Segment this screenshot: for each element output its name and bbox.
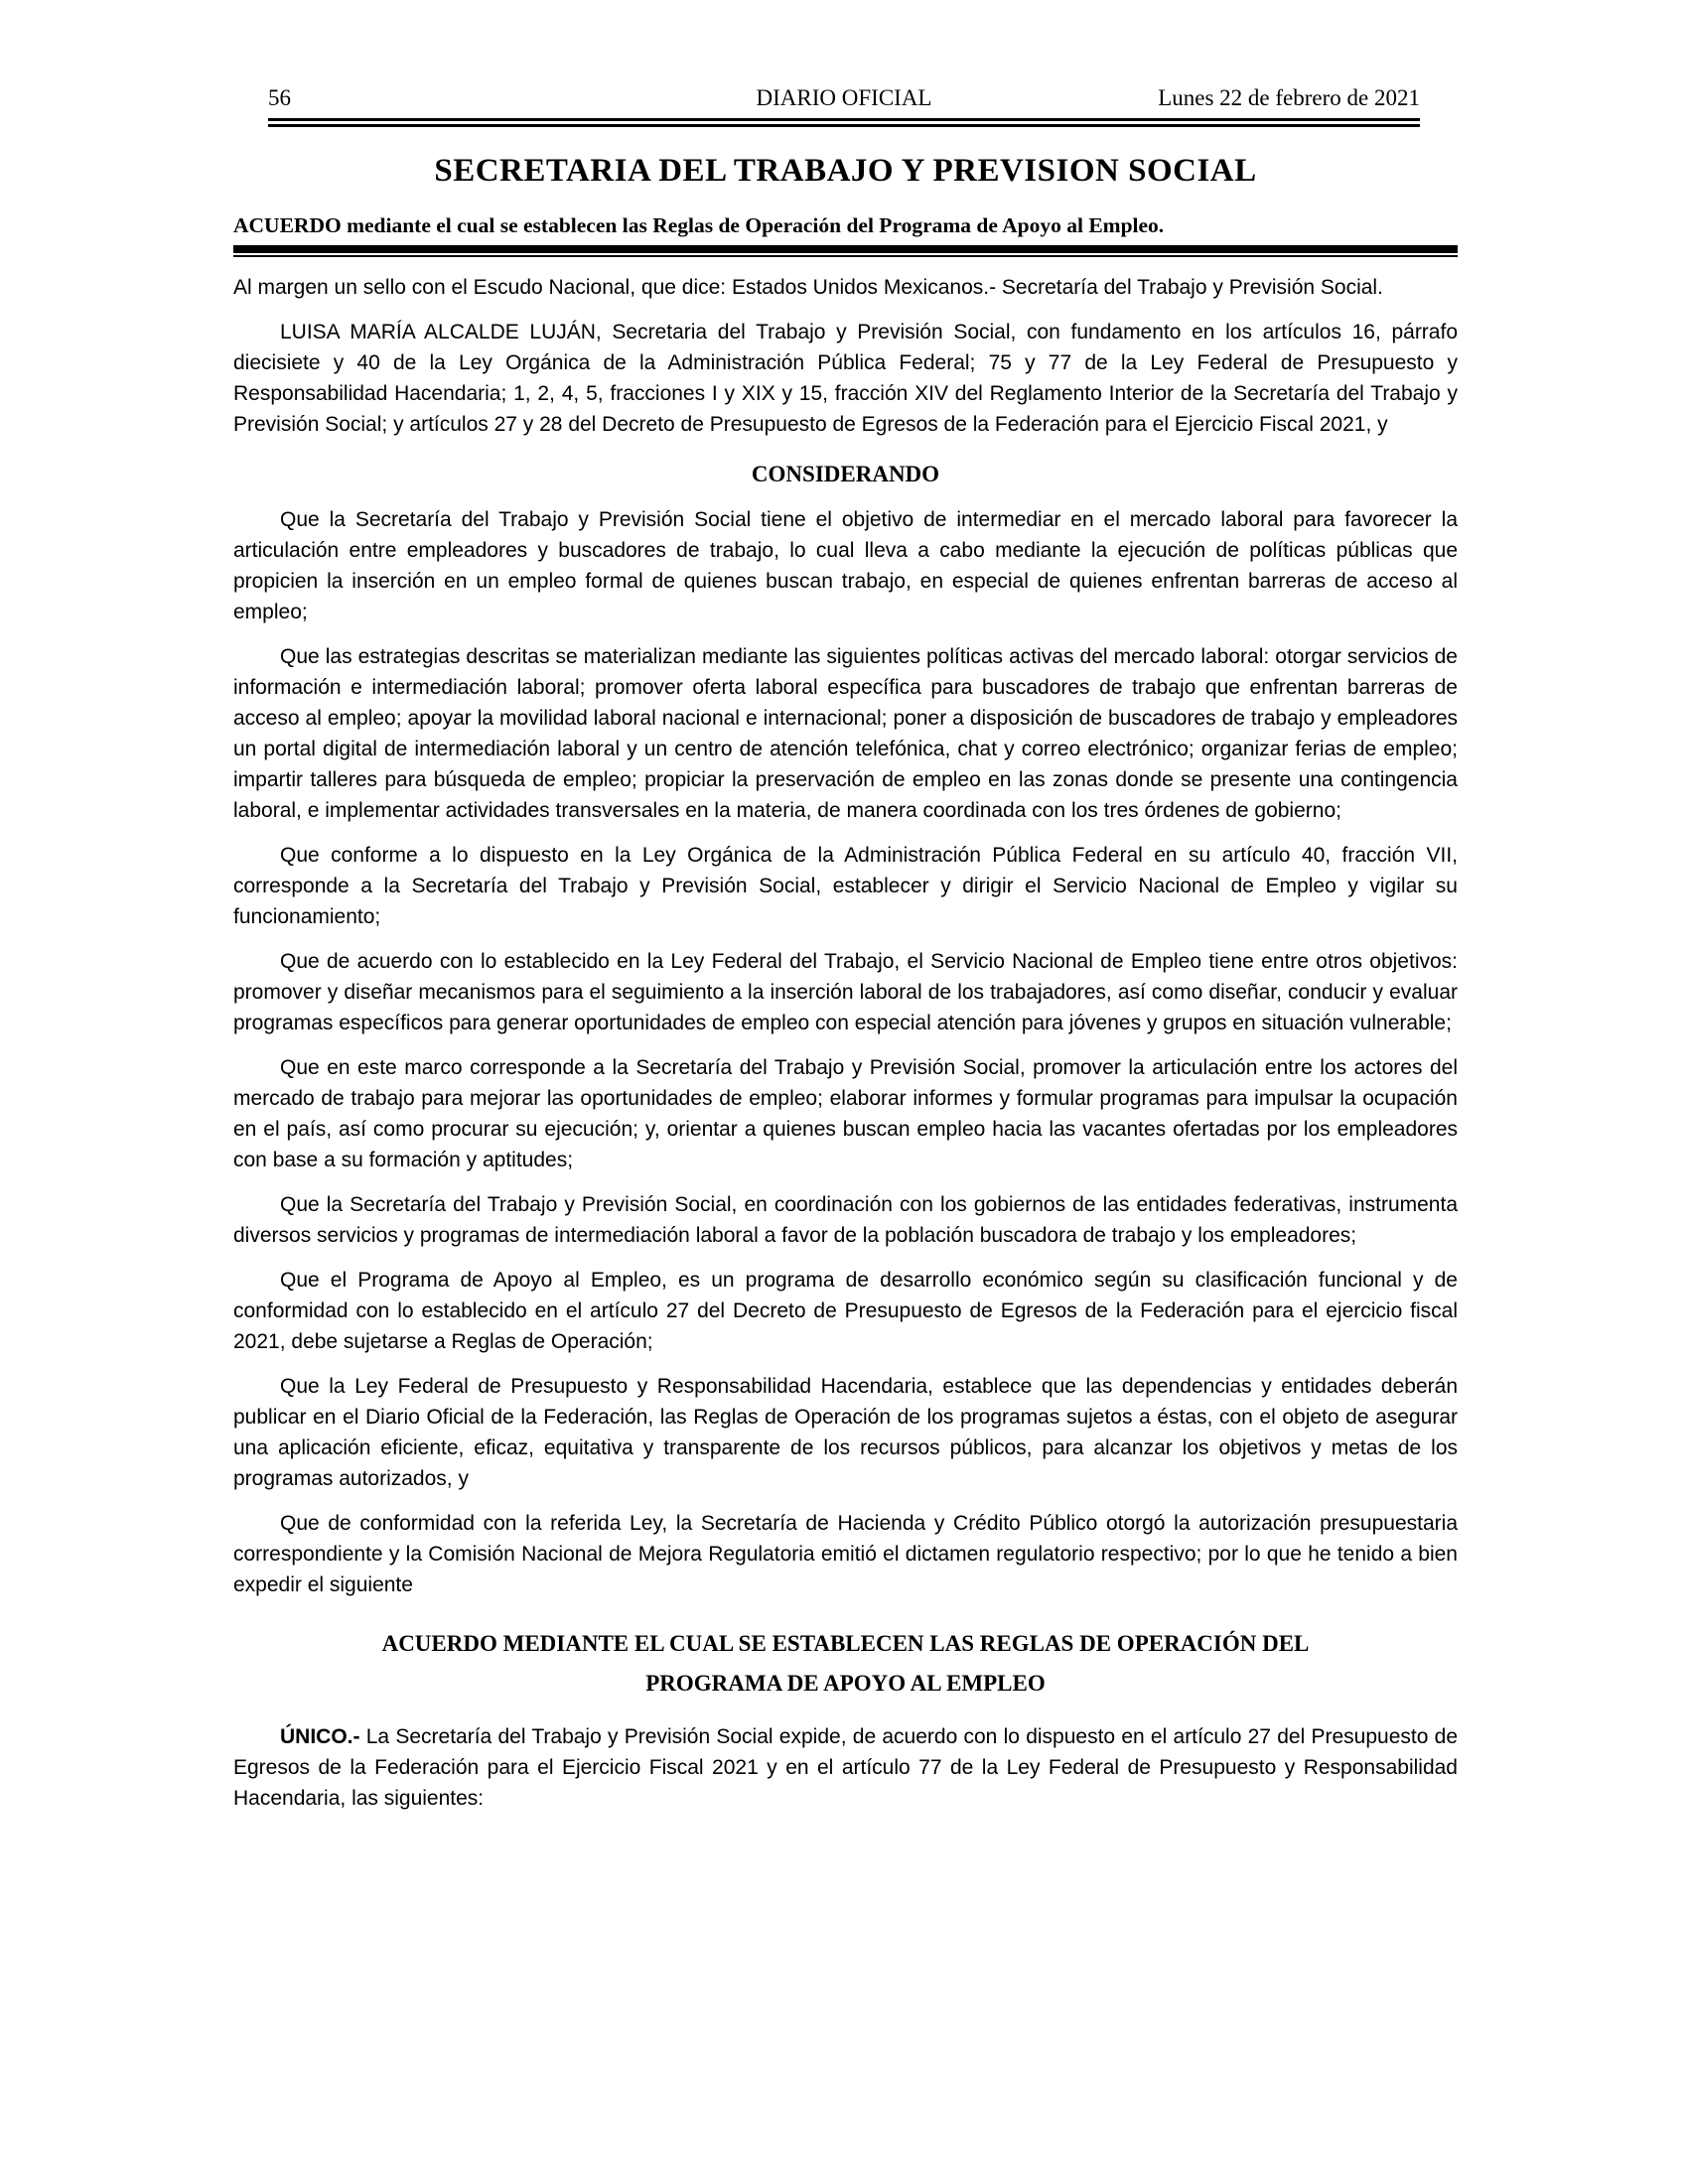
considerando-paragraph-5: Que en este marco corresponde a la Secretaría del Trabajo y Previsión Social, promover la articulación entre los actores del mercado de trabajo para mejorar las oportunidades de empleo; elaborar informes y formular programas para impulsar la ocupación en el país, así como procurar su ejecución; y, orientar a quienes buscan empleo hacia las vacantes ofertadas por los empleadores con base a su formación y aptitudes; [233,1056,1458,1171]
section-title: SECRETARIA DEL TRABAJO Y PREVISION SOCIAL [434,153,1257,189]
considerando-paragraph-9: Que de conformidad con la referida Ley, la Secretaría de Hacienda y Crédito Público otorgó la autorización presupuestaria correspondiente y la Comisión Nacional de Mejora Regulatoria emitió el dictamen regulatorio respectivo; por lo que he tenido a bien expedir el siguiente [233,1512,1458,1596]
acuerdo-heading [233,1624,1458,1704]
page-number: 56 [268,85,291,110]
document-body [233,272,1458,1814]
subject-divider-rule [233,245,1458,257]
acuerdo-heading-line-1: ACUERDO MEDIANTE EL CUAL SE ESTABLECEN LAS REGLAS DE OPERACIÓN DEL [381,1631,1310,1656]
considerando-paragraph-3: Que conforme a lo dispuesto en la Ley Orgánica de la Administración Pública Federal en su artículo 40, fracción VII, corresponde a la Secretaría del Trabajo y Previsión Social, establecer y dirigir el Servicio Nacional de Empleo y vigilar su funcionamiento; [233,844,1458,928]
considerando-heading: CONSIDERANDO [751,462,940,486]
unico-label: ÚNICO.- [280,1725,360,1748]
acuerdo-heading-line-2: PROGRAMA DE APOYO AL EMPLEO [645,1671,1046,1696]
document-subject: ACUERDO mediante el cual se establecen las Reglas de Operación del Programa de Apoyo al Empleo. [233,213,1165,237]
unico-text: La Secretaría del Trabajo y Previsión Social expide, de acuerdo con lo dispuesto en el artículo 27 del Presupuesto de Egresos de la Federación para el Ejercicio Fiscal 2021 y en el artículo 77 de la Ley Federal de Presupuesto y Responsabilidad Hacendaria, las siguientes: [233,1725,1458,1810]
considerando-paragraph-2: Que las estrategias descritas se materializan mediante las siguientes políticas activas del mercado laboral: otorgar servicios de información e intermediación laboral; promover oferta laboral específica para buscadores de trabajo que enfrentan barreras de acceso al empleo; apoyar la movilidad laboral nacional e internacional; poner a disposición de buscadores de trabajo y empleadores un portal digital de intermediación laboral y un centro de atención telefónica, chat y correo electrónico; organizar ferias de empleo; impartir talleres para búsqueda de empleo; propiciar la preservación de empleo en las zonas donde se presente una contingencia laboral, e implementar actividades transversales en la materia, de manera coordinada con los tres órdenes de gobierno; [233,645,1458,822]
considerando-paragraph-4: Que de acuerdo con lo establecido en la Ley Federal del Trabajo, el Servicio Nacional de Empleo tiene entre otros objetivos: promover y diseñar mecanismos para el seguimiento a la inserción laboral de los trabajadores, así como diseñar, conducir y evaluar programas específicos para generar oportunidades de empleo con especial atención para jóvenes y grupos en situación vulnerable; [233,950,1458,1034]
issue-date: Lunes 22 de febrero de 2021 [1158,85,1420,110]
intro-paragraph: LUISA MARÍA ALCALDE LUJÁN, Secretaria del Trabajo y Previsión Social, con fundamento en los artículos 16, párrafo diecisiete y 40 de la Ley Orgánica de la Administración Pública Federal; 75 y 77 de la Ley Federal de Presupuesto y Responsabilidad Hacendaria; 1, 2, 4, 5, fracciones I y XIX y 15, fracción XIV del Reglamento Interior de la Secretaría del Trabajo y Previsión Social; y artículos 27 y 28 del Decreto de Presupuesto de Egresos de la Federación para el Ejercicio Fiscal 2021, y [233,321,1458,436]
header-double-rule [268,118,1420,127]
considerando-paragraph-1: Que la Secretaría del Trabajo y Previsión Social tiene el objetivo de intermediar en el mercado laboral para favorecer la articulación entre empleadores y buscadores de trabajo, lo cual lleva a cabo mediante la ejecución de políticas públicas que propicien la inserción en un empleo formal de quienes buscan trabajo, en especial de quienes enfrentan barreras de acceso al empleo; [233,508,1458,623]
journal-name: DIARIO OFICIAL [756,85,932,110]
page-header [268,85,1420,111]
considerando-paragraph-6: Que la Secretaría del Trabajo y Previsión Social, en coordinación con los gobiernos de las entidades federativas, instrumenta diversos servicios y programas de intermediación laboral a favor de la población buscadora de trabajo y los empleadores; [233,1193,1458,1247]
margin-notice: Al margen un sello con el Escudo Nacional, que dice: Estados Unidos Mexicanos.- Secretaría del Trabajo y Previsión Social. [233,276,1383,299]
considerando-paragraph-7: Que el Programa de Apoyo al Empleo, es un programa de desarrollo económico según su clasificación funcional y de conformidad con lo establecido en el artículo 27 del Decreto de Presupuesto de Egresos de la Federación para el ejercicio fiscal 2021, debe sujetarse a Reglas de Operación; [233,1269,1458,1353]
considerando-paragraph-8: Que la Ley Federal de Presupuesto y Responsabilidad Hacendaria, establece que las dependencias y entidades deberán publicar en el Diario Oficial de la Federación, las Reglas de Operación de los programas sujetos a éstas, con el objeto de asegurar una aplicación eficiente, eficaz, equitativa y transparente de los recursos públicos, para alcanzar los objetivos y metas de los programas autorizados, y [233,1375,1458,1490]
unico-paragraph [233,1721,1458,1814]
